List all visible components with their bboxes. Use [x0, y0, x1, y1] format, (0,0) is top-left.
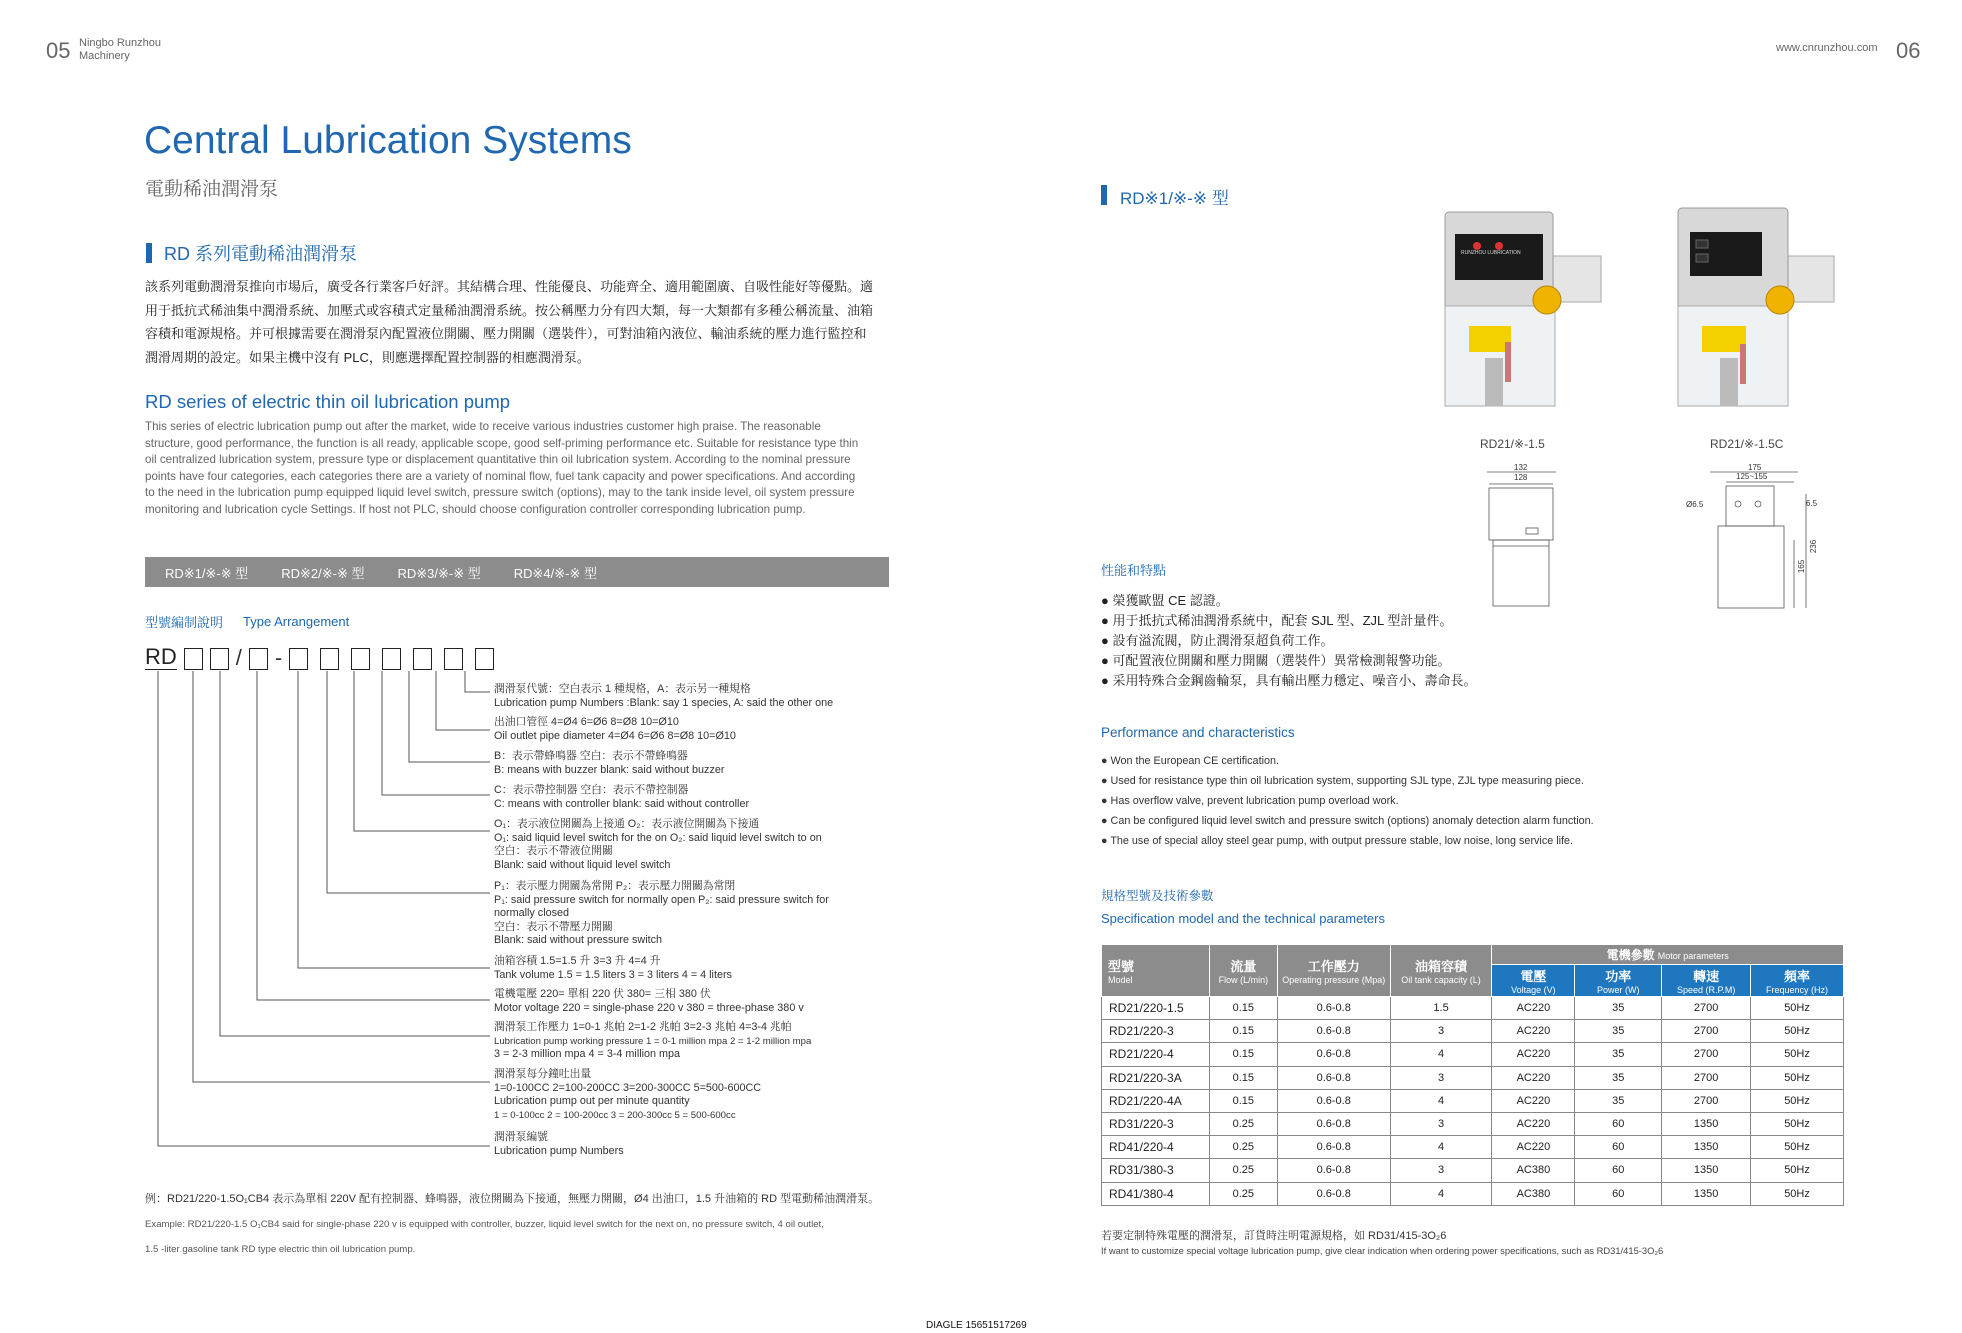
footer-contact: DIAGLE 15651517269	[926, 1320, 1027, 1331]
feature-en-item: ● Has overflow valve, prevent lubrication pump overload work.	[1101, 795, 1399, 807]
section-heading-en: RD series of electric thin oil lubrication pump	[145, 391, 511, 412]
table-cell: 1350	[1662, 1182, 1751, 1205]
table-cell: 35	[1575, 997, 1662, 1020]
th-zh: 型號	[1108, 959, 1135, 974]
annotation	[494, 1021, 811, 1062]
section-heading-zh: RD 系列電動稀油潤滑泵	[164, 244, 357, 264]
annotation-line: 空白：表示不帶液位開關	[494, 845, 613, 858]
th-zh: 電壓	[1520, 969, 1547, 984]
table-cell: AC380	[1492, 1159, 1575, 1182]
product-label-2: RD21/※-1.5C	[1710, 437, 1784, 451]
table-cell: 35	[1575, 1089, 1662, 1112]
annotation-line: Motor voltage 220 = single-phase 220 v 380 = three-phase 380 v	[494, 1001, 804, 1014]
table-row	[1102, 1020, 1844, 1043]
table-cell: 4	[1390, 1089, 1492, 1112]
annotation-line: 潤滑泵工作壓力 1=0-1 兆帕 2=1-2 兆帕 3=2-3 兆帕 4=3-4 兆帕	[494, 1021, 792, 1033]
dimension-drawing-2	[1706, 462, 1819, 612]
annotation-line: 1 = 0-100cc 2 = 100-200cc 3 = 200-300cc 5 = 500-600cc	[494, 1109, 736, 1121]
annotation-line: P₁：表示壓力開關為常開 P₂：表示壓力開關為常閉	[494, 880, 736, 892]
table-cell: 50Hz	[1751, 997, 1844, 1020]
table-cell: 4	[1390, 1043, 1492, 1066]
table-cell: 0.25	[1209, 1159, 1277, 1182]
table-cell: 50Hz	[1751, 1043, 1844, 1066]
annotation	[494, 750, 724, 777]
table-cell: 35	[1575, 1066, 1662, 1089]
table-row	[1102, 1089, 1844, 1112]
table-cell: AC220	[1492, 1136, 1575, 1159]
feature-text: Can be configured liquid level switch and pressure switch (options) anomaly detection alarm function.	[1110, 815, 1594, 827]
feature-text: Used for resistance type thin oil lubrication system, supporting SJL type, ZJL type measuring piece.	[1110, 775, 1584, 787]
intro-en-line: This series of electric lubrication pump out after the market, wide to receive various industries customer high praise. The reasonable	[145, 420, 821, 433]
annotation-line: C：表示帶控制器 空白：表示不帶控制器	[494, 784, 689, 796]
annotation-line: 空白：表示不帶壓力開關	[494, 920, 613, 933]
annotation-line: Lubrication pump Numbers	[494, 1144, 624, 1157]
table-cell: 0.6-0.8	[1277, 1182, 1390, 1205]
th-zh: 電機參數	[1606, 948, 1655, 962]
th-power	[1575, 965, 1662, 997]
table-cell: 0.6-0.8	[1277, 1159, 1390, 1182]
spec-heading-en: Specification model and the technical parameters	[1101, 911, 1385, 926]
company-line-2: Machinery	[79, 50, 130, 62]
dimension-drawing-1	[1480, 462, 1560, 612]
table-cell: AC220	[1492, 1112, 1575, 1135]
dim-1-a: 132	[1514, 463, 1528, 472]
table-cell: 4	[1390, 1136, 1492, 1159]
table-cell: 50Hz	[1751, 1182, 1844, 1205]
type-tab-2[interactable]: RD※2/※-※ 型	[281, 565, 365, 581]
table-cell: 0.25	[1209, 1136, 1277, 1159]
feature-text: 用于抵抗式稀油潤滑系統中，配套 SJL 型、ZJL 型計量件。	[1112, 613, 1453, 628]
annotation	[494, 1131, 624, 1158]
feature-text: Has overflow valve, prevent lubrication pump overload work.	[1110, 795, 1399, 807]
annotation-line: O₁: said liquid level switch for the on O₂: said liquid level switch to on	[494, 831, 822, 844]
feature-zh-item: ● 用于抵抗式稀油潤滑系統中，配套 SJL 型、ZJL 型計量件。	[1101, 613, 1453, 628]
note-zh: 若要定制特殊電壓的潤滑泵，訂貨時注明電源規格，如 RD31/415-3O₂6	[1101, 1230, 1447, 1242]
table-body	[1102, 997, 1844, 1206]
type-arrangement-en: Type Arrangement	[243, 614, 350, 629]
table-cell: 50Hz	[1751, 1159, 1844, 1182]
product-image-1	[1433, 202, 1603, 412]
type-heading: RD※1/※-※ 型	[1120, 189, 1229, 208]
table-cell: 60	[1575, 1159, 1662, 1182]
annotation-line: B: means with buzzer blank: said without buzzer	[494, 763, 725, 776]
annotation-line: Lubrication pump out per minute quantity	[494, 1095, 690, 1108]
page-number-right: 06	[1896, 38, 1921, 63]
table-cell: 3	[1390, 1112, 1492, 1135]
example-en-line: Example: RD21/220-1.5 O₁CB4 said for single-phase 220 v is equipped with controller, buzzer, liquid level switch for the next on, no pressure switch, 4 oil outlet,	[145, 1219, 824, 1230]
table-cell: 1350	[1662, 1159, 1751, 1182]
feature-en-item: ● Won the European CE certification.	[1101, 755, 1279, 767]
table-cell: AC380	[1492, 1182, 1575, 1205]
feature-zh-item: ● 可配置液位開關和壓力開關（選裝件）異常檢測報警功能。	[1101, 653, 1451, 668]
table-row	[1102, 1066, 1844, 1089]
annotation-line: 潤滑泵代號：空白表示 1 種規格，A：表示另一種規格	[494, 683, 751, 695]
website[interactable]: www.cnrunzhou.com	[1776, 42, 1878, 54]
code-dash: -	[274, 645, 283, 670]
table-row	[1102, 1159, 1844, 1182]
table-header-row	[1102, 945, 1844, 965]
annotation-line: O₁：表示液位開關為上接通 O₂：表示液位開關為下接通	[494, 818, 760, 830]
table-cell: 60	[1575, 1112, 1662, 1135]
table-cell: 2700	[1662, 1066, 1751, 1089]
table-cell: 3	[1390, 1066, 1492, 1089]
th-model	[1102, 945, 1210, 997]
type-heading-bar	[1101, 185, 1107, 205]
table-cell: 0.15	[1209, 997, 1277, 1020]
table-cell: AC220	[1492, 997, 1575, 1020]
table-cell: 0.15	[1209, 1020, 1277, 1043]
feature-text: The use of special alloy steel gear pump, with output pressure stable, low noise, long service life.	[1110, 835, 1574, 847]
annotation-line: Blank: said without liquid level switch	[494, 858, 671, 871]
table-cell: 0.15	[1209, 1066, 1277, 1089]
page-title: Central Lubrication Systems	[144, 119, 632, 162]
table-cell: 50Hz	[1751, 1089, 1844, 1112]
table-cell: RD21/220-4	[1102, 1043, 1210, 1066]
table-cell: 0.6-0.8	[1277, 1043, 1390, 1066]
table-cell: RD41/220-4	[1102, 1136, 1210, 1159]
th-motor	[1492, 945, 1844, 965]
type-tab-1[interactable]: RD※1/※-※ 型	[165, 565, 249, 581]
table-cell: 50Hz	[1751, 1066, 1844, 1089]
table-row	[1102, 1043, 1844, 1066]
product-logo: RUNZHOU LUBRICATION	[1461, 250, 1521, 256]
table-cell: 50Hz	[1751, 1020, 1844, 1043]
dim-2-e: 236	[1809, 539, 1819, 554]
feature-text: Won the European CE certification.	[1110, 755, 1279, 767]
annotation-line: Tank volume 1.5 = 1.5 liters 3 = 3 liters 4 = 4 liters	[494, 968, 732, 981]
th-en: Speed (R.P.M)	[1676, 985, 1736, 995]
feature-text: 采用特殊合金鋼齒輪泵，具有輸出壓力穩定、噪音小、壽命長。	[1112, 673, 1477, 688]
annotation-line: 1=0-100CC 2=100-200CC 3=200-300CC 5=500-600CC	[494, 1081, 762, 1094]
table-cell: 1350	[1662, 1136, 1751, 1159]
product-image-2	[1666, 202, 1836, 412]
feature-en-item: ● Can be configured liquid level switch and pressure switch (options) anomaly detection alarm function.	[1101, 815, 1594, 827]
th-pressure	[1277, 945, 1390, 997]
table-row	[1102, 1112, 1844, 1135]
annotation	[494, 955, 732, 982]
intro-zh-line: 潤滑周期的設定。如果主機中沒有 PLC，則應選擇配置控制器的相應潤滑泵。	[145, 349, 590, 365]
pump-illustration-2	[1666, 202, 1836, 412]
pump-illustration-1	[1433, 202, 1603, 412]
table-cell: 2700	[1662, 1043, 1751, 1066]
table-cell: RD21/220-4A	[1102, 1089, 1210, 1112]
annotation-line: 出油口管徑 4=Ø4 6=Ø6 8=Ø8 10=Ø10	[494, 716, 679, 728]
intro-en-line: to the need in the lubrication pump equipped liquid level switch, pressure switch (options), may to the tank inside level, oil system pressure	[145, 486, 855, 499]
th-zh: 功率	[1605, 969, 1632, 984]
table-cell: 0.25	[1209, 1182, 1277, 1205]
intro-zh-line: 容積和電源規格。并可根據需要在潤滑泵內配置液位開關、壓力開關（選裝件），可對油箱內液位、輸油系統的壓力進行監控和	[145, 326, 867, 341]
th-zh: 流量	[1230, 959, 1257, 974]
product-label-1: RD21/※-1.5	[1480, 437, 1545, 451]
spec-table	[1101, 944, 1844, 1206]
table-row	[1102, 1136, 1844, 1159]
page-subtitle: 電動稀油潤滑泵	[145, 179, 279, 200]
table-cell: 35	[1575, 1043, 1662, 1066]
th-voltage	[1492, 965, 1575, 997]
features-en-list	[1101, 751, 1594, 851]
annotation-line: P₁: said pressure switch for normally open P₂: said pressure switch for	[494, 893, 829, 906]
dim-2-d: 6.5	[1806, 499, 1818, 508]
table-cell: 0.6-0.8	[1277, 1066, 1390, 1089]
example-en	[145, 1217, 905, 1258]
table-cell: RD21/220-3	[1102, 1020, 1210, 1043]
intro-zh-line: 該系列電動潤滑泵推向市場后，廣受各行業客戶好評。其結構合理、性能優良、功能齊全、適用範圍廣、自吸性能好等優點。適	[145, 279, 874, 294]
company-line-1: Ningbo Runzhou	[79, 37, 161, 49]
th-en: Power (W)	[1597, 985, 1640, 995]
table-cell: 0.6-0.8	[1277, 1112, 1390, 1135]
annotation-line: 油箱容積 1.5=1.5 升 3=3 升 4=4 升	[494, 955, 661, 967]
type-tab-4[interactable]: RD※4/※-※ 型	[513, 565, 597, 581]
table-cell: RD21/220-1.5	[1102, 997, 1210, 1020]
annotation	[494, 716, 736, 743]
table-cell: 50Hz	[1751, 1136, 1844, 1159]
annotation-line: Lubrication pump Numbers :Blank: say 1 species, A: said the other one	[494, 696, 834, 709]
th-en: Model	[1108, 975, 1133, 985]
th-flow	[1209, 945, 1277, 997]
th-speed	[1662, 965, 1751, 997]
note-en: If want to customize special voltage lubrication pump, give clear indication when ordering power specifications, such as RD31/415-3O₂6	[1101, 1245, 1664, 1256]
table-cell: RD21/220-3A	[1102, 1066, 1210, 1089]
table-cell: 0.6-0.8	[1277, 1020, 1390, 1043]
feature-en-item: ● Used for resistance type thin oil lubrication system, supporting SJL type, ZJL type measuring piece.	[1101, 775, 1584, 787]
dim-2-f: 165	[1797, 559, 1807, 574]
table-cell: RD31/220-3	[1102, 1112, 1210, 1135]
page-number-left: 05	[46, 38, 71, 63]
table-cell: 60	[1575, 1182, 1662, 1205]
table-cell: 3	[1390, 1159, 1492, 1182]
th-en: Flow (L/min)	[1218, 975, 1269, 985]
th-zh: 頻率	[1784, 969, 1811, 984]
table-cell: AC220	[1492, 1089, 1575, 1112]
th-en: Motor parameters	[1657, 951, 1729, 961]
features-heading-zh: 性能和特點	[1101, 563, 1167, 578]
table-row	[1102, 997, 1844, 1020]
dim-2-c: Ø6.5	[1686, 500, 1704, 509]
th-zh: 轉速	[1693, 969, 1720, 984]
feature-zh-item: ● 采用特殊合金鋼齒輪泵，具有輸出壓力穩定、噪音小、壽命長。	[1101, 673, 1477, 688]
table-cell: 1350	[1662, 1112, 1751, 1135]
type-arrangement-zh: 型號編制說明	[145, 615, 224, 630]
features-zh-list	[1101, 591, 1476, 691]
table-cell: 2700	[1662, 1089, 1751, 1112]
spec-heading-zh: 規格型號及技術參數	[1101, 889, 1214, 903]
th-tank	[1390, 945, 1492, 997]
table-row	[1102, 1182, 1844, 1205]
annotation	[494, 683, 833, 710]
intro-en-line: oil centralized lubrication system, pressure type or displacement quantitative thin oil lubrication system. According to the nominal pressure	[145, 453, 851, 466]
table-cell: 3	[1390, 1020, 1492, 1043]
table-cell: 50Hz	[1751, 1112, 1844, 1135]
table-cell: 2700	[1662, 1020, 1751, 1043]
annotation-line: normally closed	[494, 907, 570, 920]
th-zh: 油箱容積	[1415, 959, 1468, 974]
table-cell: 0.6-0.8	[1277, 1089, 1390, 1112]
code-slash: /	[235, 645, 242, 670]
table-cell: 0.15	[1209, 1089, 1277, 1112]
annotation-line: 電機電壓 220= 單相 220 伏 380= 三相 380 伏	[494, 988, 711, 1000]
table-cell: AC220	[1492, 1043, 1575, 1066]
intro-zh-line: 用于抵抗式稀油集中潤滑系統、加壓式或容積式定量稀油潤滑系統。按公稱壓力分有四大類，每一大類都有多種公稱流量、油箱	[145, 302, 874, 318]
dim-2-a: 175	[1748, 463, 1762, 472]
table-cell: 0.15	[1209, 1043, 1277, 1066]
annotation	[494, 1068, 761, 1122]
annotation-line: Blank: said without pressure switch	[494, 934, 663, 947]
table-cell: 0.6-0.8	[1277, 997, 1390, 1020]
th-en: Frequency (Hz)	[1766, 985, 1829, 995]
th-en: Voltage (V)	[1511, 985, 1556, 995]
table-cell: 0.25	[1209, 1112, 1277, 1135]
th-en: Operating pressure (Mpa)	[1282, 975, 1386, 985]
annotation	[494, 818, 822, 872]
feature-text: 設有溢流閥，防止潤滑泵超負荷工作。	[1112, 633, 1334, 648]
intro-en-line: monitoring and lubrication cycle Settings. If host not PLC, should choose configuration controller corresponding lubrication pump.	[145, 502, 806, 516]
table-cell: 4	[1390, 1182, 1492, 1205]
table-cell: 0.6-0.8	[1277, 1136, 1390, 1159]
table-cell: 1.5	[1390, 997, 1492, 1020]
annotation-line: B：表示帶蜂鳴器 空白：表示不帶蜂鳴器	[494, 750, 688, 762]
example-zh: 例：RD21/220-1.5O₁CB4 表示為單相 220V 配有控制器、蜂鳴器，液位開關為下接通，無壓力開關，Ø4 出油口，1.5 升油箱的 RD 型電動稀油潤滑泵。	[145, 1193, 880, 1205]
features-heading-en: Performance and characteristics	[1101, 725, 1295, 740]
th-en: Oil tank capacity (L)	[1401, 975, 1481, 985]
annotation	[494, 880, 894, 948]
feature-text: 榮獲歐盟 CE 認證。	[1112, 593, 1229, 608]
table-cell: RD31/380-3	[1102, 1159, 1210, 1182]
intro-en-line: points have four categories, each categories there are a variety of nominal flow, fuel tank capacity and power specifications. And according	[145, 469, 856, 483]
feature-text: 可配置液位開關和壓力開關（選裝件）異常檢測報警功能。	[1112, 653, 1451, 668]
annotation-line: 潤滑泵每分鐘吐出量	[494, 1068, 592, 1080]
feature-zh-item: ● 設有溢流閥，防止潤滑泵超負荷工作。	[1101, 633, 1334, 648]
annotation-line: Lubrication pump working pressure 1 = 0-1 million mpa 2 = 1-2 million mpa	[494, 1035, 812, 1047]
th-zh: 工作壓力	[1307, 959, 1360, 974]
feature-en-item: ● The use of special alloy steel gear pump, with output pressure stable, low noise, long service life.	[1101, 835, 1574, 847]
table-cell: 2700	[1662, 997, 1751, 1020]
dim-2-b: 125~155	[1736, 472, 1768, 481]
table-cell: 35	[1575, 1020, 1662, 1043]
annotation	[494, 784, 749, 811]
table-cell: AC220	[1492, 1020, 1575, 1043]
intro-en-line: structure, good performance, the function is all ready, applicable scope, good self-priming performance etc. Suitable for resistance type thin	[145, 436, 859, 450]
table-cell: RD41/380-4	[1102, 1182, 1210, 1205]
feature-zh-item: ● 榮獲歐盟 CE 認證。	[1101, 593, 1229, 608]
table-cell: AC220	[1492, 1066, 1575, 1089]
annotation-line: 潤滑泵編號	[494, 1131, 548, 1143]
code-prefix: RD	[145, 644, 177, 669]
annotation-line: C: means with controller blank: said without controller	[494, 797, 750, 810]
th-frequency	[1751, 965, 1844, 997]
annotation-line: Oil outlet pipe diameter 4=Ø4 6=Ø6 8=Ø8 10=Ø10	[494, 729, 736, 742]
dim-1-b: 128	[1514, 473, 1528, 482]
table-cell: 60	[1575, 1136, 1662, 1159]
annotation	[494, 988, 804, 1015]
example-en-line: 1.5 -liter gasoline tank RD type electric thin oil lubrication pump.	[145, 1244, 416, 1255]
type-tab-3[interactable]: RD※3/※-※ 型	[397, 565, 481, 581]
annotation-line: 3 = 2-3 million mpa 4 = 3-4 million mpa	[494, 1048, 681, 1061]
